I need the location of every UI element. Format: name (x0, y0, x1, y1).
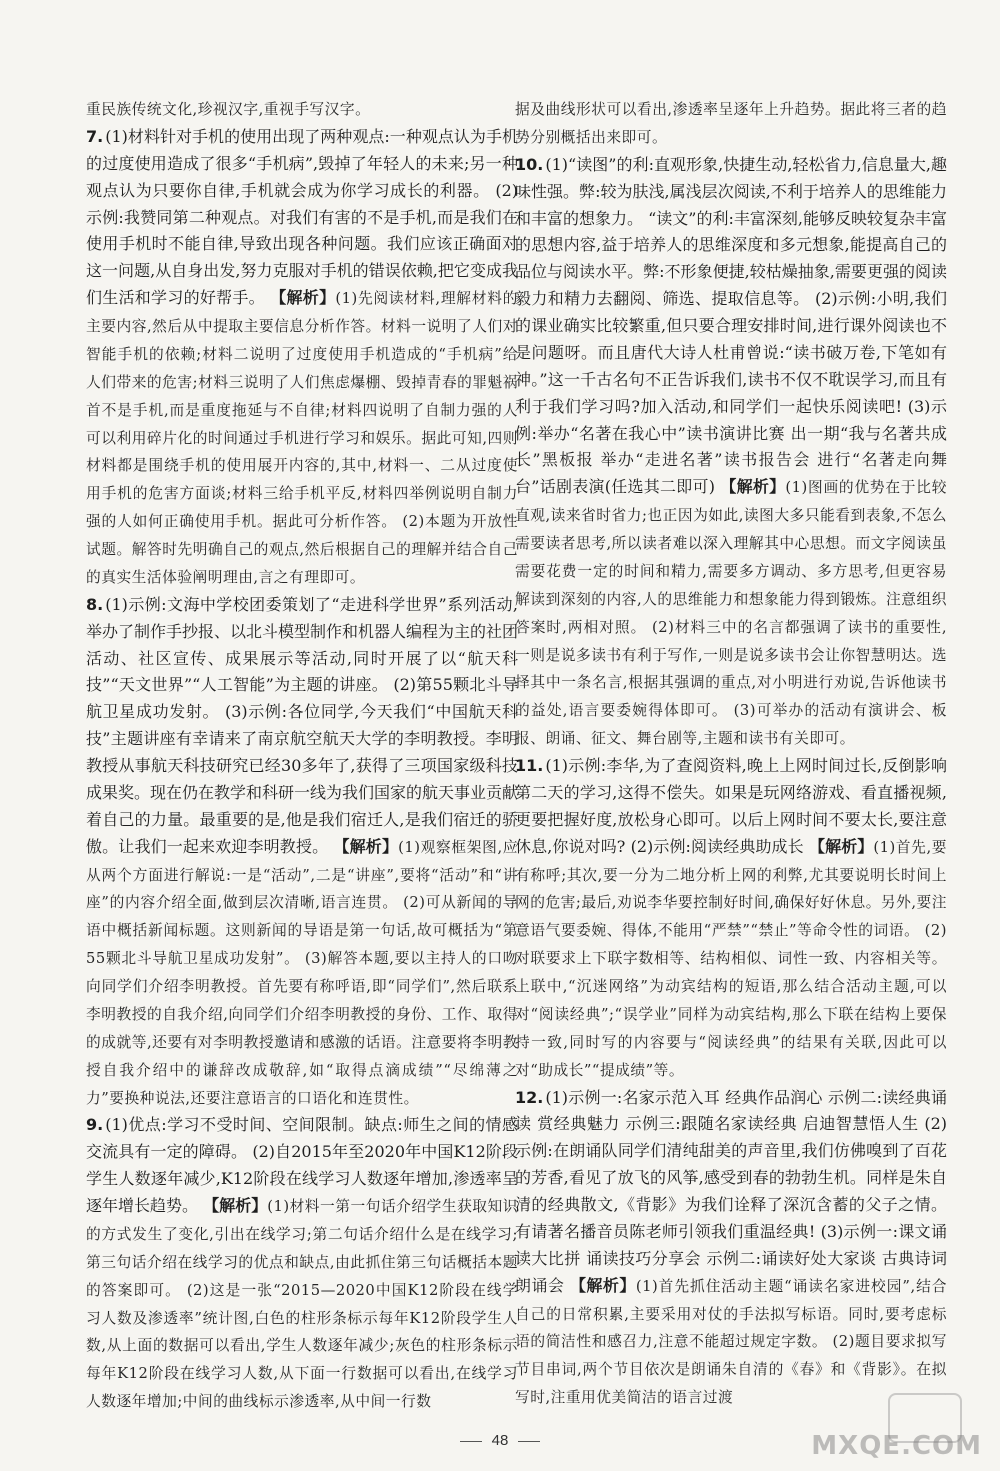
answer-text: (1)示例一:名家示范入耳 经典作品润心 示例二:读经典诵读 赏经典魅力 示例三:跟随名家读经典 启迪智慧悟人生 (2)示例:在朗诵队同学们清纯甜美的声音里,我们仿佛嗅到了百花的芳香,看见了放飞的风筝,感受到春的勃勃生机。同样是朱自清的经典散文,《背影》为我们诠释了深沉含蓄的父子之情。有请著名播音员陈老师引领我们重温经典! (3)示例一:课文诵读大比拼 诵读技巧分享会 示例二:诵读好处大家谈 古典诗词朗诵会 (515, 1087, 947, 1295)
answer-text: (1)示例:文海中学校团委策划了“走进科学世界”系列活动,举办了制作手抄报、以北斗模型制作和机器人编程为主的社团活动、社区宣传、成果展示等活动,同时开展了以“航天科技”“天文世界”“人工智能”为主题的讲座。 (2)第55颗北斗导航卫星成功发射。 (3)示例:各位同学,今天我们“中国航天科技”主题讲座有幸请来了南京航空航天大学的李明教授。李明教授从事航天科技研究已经30多年了,获得了三项国家级科技成果奖。现在仍在教学和科研一线为我们国家的航天事业贡献着自己的力量。最重要的是,他是我们宿迁人,是我们宿迁的骄傲。让我们一起来欢迎李明教授。 (86, 594, 519, 856)
watermark (811, 1391, 982, 1461)
item-number: 10. (515, 154, 544, 174)
answer-text: (1)材料针对手机的使用出现了两种观点:一种观点认为手机的过度使用造成了很多“手机病”,毁掉了年轻人的未来;另一种观点认为只要你自律,手机就会成为你学习成长的利器。 (2)示例:我赞同第二种观点。对我们有害的不是手机,而是我们在使用手机时不能自律,导致出现各种问题。我们应该正确面对这一问题,从自身出发,努力克服对手机的错误依赖,把它变成我们生活和学习的好帮手。 (86, 126, 518, 308)
answer-item-9 (86, 1112, 518, 1416)
watermark-text: MXQE.COM (811, 1431, 982, 1461)
footer-dash-left (460, 1441, 482, 1442)
analysis-label: 【解析】 (333, 836, 399, 856)
answer-text: (1)示例:李华,为了查阅资料,晚上上网时间过长,反倒影响第二天的学习,这得不偿失。如果是玩网络游戏、看直播视频,更要把握好度,放松身心即可。以后上网时间不要太长,要注意休息,你说对吗? (2)示例:阅读经典助成长 (515, 756, 947, 856)
analysis-text: (1)先阅读材料,理解材料的主要内容,然后从中提取主要信息分析作答。材料一说明了人们对智能手机的依赖;材料二说明了过度使用手机造成的“手机病”给人们带来的危害;材料三说明了人们焦虑爆棚、毁掉青春的罪魁祸首不是手机,而是重度拖延与不自律;材料四说明了自制力强的人可以利用碎片化的时间通过手机进行学习和娱乐。据此可知,四则材料都是围绕手机的使用展开内容的,其中,材料一、二从过度使用手机的危害方面谈;材料三给手机平反,材料四举例说明自制力强的人如何正确使用手机。据此可分析作答。 (2)本题为开放性试题。解答时先明确自己的观点,然后根据自己的理解并结合自己的真实生活体验阐明理由,言之有理即可。 (86, 290, 518, 586)
right-column (515, 96, 947, 1412)
right-continuation (515, 96, 947, 152)
analysis-text: (1)材料一第一句话介绍学生获取知识的方式发生了变化,引出在线学习;第二句话介绍什么是在线学习;第三句话介绍在线学习的优点和缺点,由此抓住第三句话概括本题的答案即可。 (2)这是一张“2015—2020中国K12阶段在线学习人数及渗透率”统计图,白色的柱形条标示每年K12阶段学生人数,从上面的数据可以看出,学生人数逐年减少;灰色的柱形条标示每年K12阶段在线学习人数,从下面一行数据可以看出,在线学习人数逐年增加;中间的曲线标示渗透率,从中间一行数 (86, 1198, 518, 1411)
answer-item-8 (86, 592, 518, 1113)
analysis-label: 【解析】 (203, 1196, 268, 1215)
item-number: 9. (86, 1115, 104, 1135)
analysis-text: (1)图画的优势在于比较直观,读来省时省力;也正因为如此,读图大多只能看到表象,不怎么需要读者思考,所以读者难以深入理解其中心思想。而文字阅读虽需要花费一定的时间和精力,需要多方调动、多方思考,但更容易解读到深刻的内容,人的思维能力和想象能力得到锻炼。注意组织答案时,两相对照。 (2)材料三中的名言都强调了读书的重要性,一则是说多读书有利于写作,一则是说多读书会让你智慧明达。选择其中一条名言,根据其强调的重点,对小明进行劝说,告诉他读书的益处,语言要委婉得体即可。 (3)可举办的活动有演讲会、板报、朗诵、征文、舞台剧等,主题和读书有关即可。 (515, 479, 947, 748)
footer-dash-right (518, 1441, 540, 1442)
item-number: 11. (515, 756, 544, 775)
item-number: 8. (86, 594, 104, 614)
answer-item-12 (515, 1085, 947, 1413)
analysis-label: 【解析】 (270, 288, 336, 308)
analysis-label: 【解析】 (808, 836, 874, 856)
answer-item-11 (515, 753, 947, 1085)
analysis-label: 【解析】 (720, 477, 786, 497)
answer-item-7 (86, 124, 518, 592)
analysis-text: (1)首先抓住活动主题“诵读名家进校园”,结合自己的日常积累,主要采用对仗的手法拟写标语。同时,要考虑标语的简洁性和感召力,注意不能超过规定字数。 (2)题目要求拟写节目串词,两个节目依次是朗诵朱自清的《春》和《背影》。在拟写时,注重用优美简洁的语言过渡 (515, 1277, 947, 1407)
answer-text: (1)优点:学习不受时间、空间限制。缺点:师生之间的情感交流具有一定的障碍。 (2)自2015年至2020年中国K12阶段学生人数逐年减少,K12阶段在线学习人数逐年增加,渗透率呈逐年增长趋势。 (86, 1115, 518, 1215)
item-number: 12. (515, 1087, 544, 1107)
continuation-text: 据及曲线形状可以看出,渗透率呈逐年上升趋势。据此将三者的趋势分别概括出来即可。 (515, 101, 947, 146)
left-continuation (86, 96, 518, 124)
answer-item-10 (515, 152, 947, 753)
answer-text: (1)“读图”的利:直观形象,快捷生动,轻松省力,信息量大,趣味性强。弊:较为肤浅,属浅层次阅读,不利于培养人的思维能力和丰富的想象力。 “读文”的利:丰富深刻,能够反映较复杂丰富的思想内容,益于培养人的思维深度和多元想象,能提高自己的品位与阅读水平。弊:不形象便捷,较枯燥抽象,需要更强的阅读毅力和精力去翻阅、筛选、提取信息等。 (2)示例:小明,我们的课业确实比较繁重,但只要合理安排时间,进行课外阅读也不是问题呀。而且唐代大诗人杜甫曾说:“读书破万卷,下笔如有神。”这一千古名句不正告诉我们,读书不仅不耽误学习,而且有利于我们学习吗?加入活动,和同学们一起快乐阅读吧! (3)示例:举办“名著在我心中”读书演讲比赛 出一期“我与名著共成长”黑板报 举办“走进名著”读书报告会 进行“名著走向舞台”话剧表演(任选其二即可) (515, 154, 947, 497)
analysis-text: (1)首先,要有称呼;其次,要一分为二地分析上网的利弊,尤其要说明长时间上网的危害;最后,劝说李华要控制好时间,确保好好休息。另外,要注意语气要委婉、得体,不能用“严禁”“禁止”等命令性的词语。 (2)对联要求上下联字数相等、结构相似、词性一致、内容相关等。上联中,“沉迷网络”为动宾结构的短语,那么结合活动主题,可以对“阅读经典”;“误学业”同样为动宾结构,那么下联在结构上要保持一致,同时写的内容要与“阅读经典”的结果有关联,因此可以对“助成长”“提成绩”等。 (515, 838, 948, 1079)
left-column (86, 96, 518, 1416)
analysis-label: 【解析】 (569, 1275, 636, 1295)
page-number: 48 (491, 1432, 509, 1449)
item-number: 7. (86, 126, 104, 146)
analysis-text: (1)观察框架图,应从两个方面进行解说:一是“活动”,二是“讲座”,要将“活动”和“讲座”的内容介绍全面,做到层次清晰,语言连贯。 (2)可从新闻的导语中概括新闻标题。这则新闻的导语是第一句话,故可概括为“第55颗北斗导航卫星成功发射”。 (3)解答本题,要以主持人的口吻向同学们介绍李明教授。首先要有称呼语,即“同学们”,然后联系李明教授的自我介绍,向同学们介绍李明教授的身份、工作、取得的成就等,还要有对李明教授邀请和感激的话语。注意要将李明教授自我介绍中的谦辞改成敬辞,如“取得点滴成绩”“尽绵薄之力”要换种说法,还要注意语言的口语化和连贯性。 (86, 838, 518, 1107)
continuation-text: 重民族传统文化,珍视汉字,重视手写汉字。 (86, 101, 371, 118)
